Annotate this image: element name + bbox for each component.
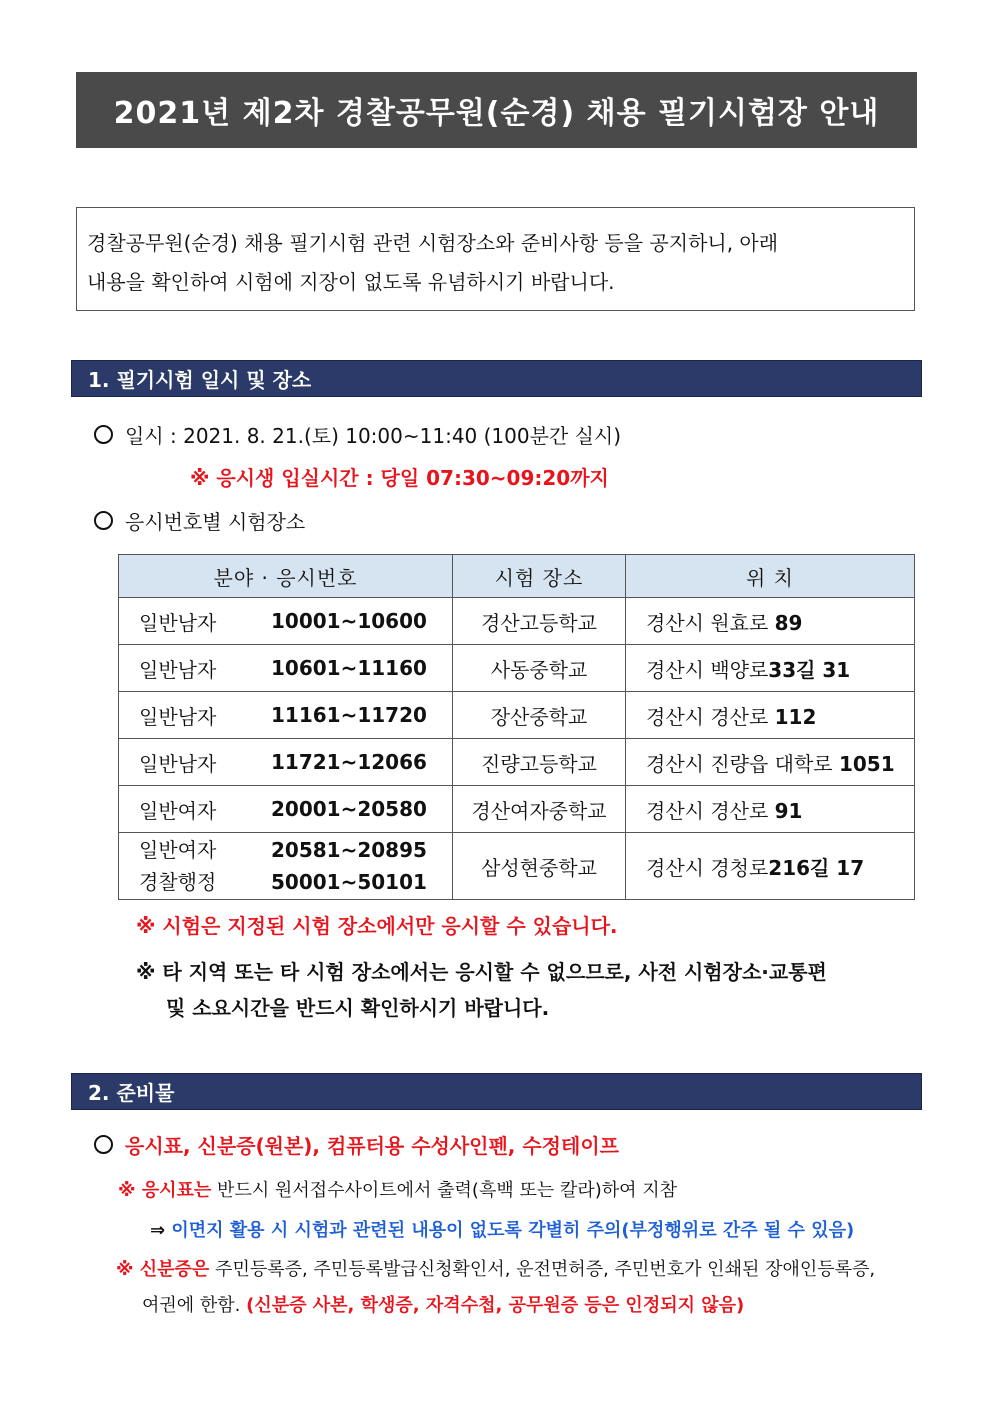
range-cell: 11161~11720 xyxy=(270,692,453,739)
entry-time-note: ※ 응시생 입실시간 : 당일 07:30~09:20까지 xyxy=(190,466,609,490)
field-cell: 일반남자 xyxy=(119,692,271,739)
field-cell: 일반남자 xyxy=(119,739,271,786)
field-cell: 일반여자 경찰행정 xyxy=(119,833,271,900)
table-header-row xyxy=(119,555,915,598)
ticket-warning: ⇒ 이면지 활용 시 시험과 관련된 내용이 없도록 각별히 주의(부정행위로 간주 될 수 있음) xyxy=(150,1220,855,1241)
field-cell: 일반여자 xyxy=(119,786,271,833)
venue-cell: 경산여자중학교 xyxy=(453,786,626,833)
range-cell: 10001~10600 xyxy=(270,598,453,645)
page-title: 2021년 제2차 경찰공무원(순경) 채용 필기시험장 안내 xyxy=(76,72,917,148)
range-cell: 11721~12066 xyxy=(270,739,453,786)
header-location: 위 치 xyxy=(626,555,915,598)
venue-cell: 사동중학교 xyxy=(453,645,626,692)
venue-cell: 장산중학교 xyxy=(453,692,626,739)
notice-line-2: 내용을 확인하여 시험에 지장이 없도록 유념하시기 바랍니다. xyxy=(87,270,615,294)
table-row xyxy=(119,739,915,786)
items-line xyxy=(94,1130,619,1159)
location-cell: 경산시 원효로 89 xyxy=(626,598,915,645)
section-1-heading: 1. 필기시험 일시 및 장소 xyxy=(71,360,922,397)
field-cell: 일반남자 xyxy=(119,645,271,692)
table-row xyxy=(119,786,915,833)
venue-cell: 경산고등학교 xyxy=(453,598,626,645)
circle-bullet-icon xyxy=(94,511,113,530)
venue-note-1: ※ 시험은 지정된 시험 장소에서만 응시할 수 있습니다. xyxy=(136,914,618,938)
range-cell: 20581~20895 50001~50101 xyxy=(270,833,453,900)
location-cell: 경산시 진량읍 대학로 1051 xyxy=(626,739,915,786)
id-note: ※ 신분증은 주민등록증, 주민등록발급신청확인서, 운전면허증, 주민번호가 인쇄된 장애인등록증, 여권에 한함. (신분증 사본, 학생증, 자격수첩, 공무원증 등은 인정되지 않음) xyxy=(116,1259,876,1316)
location-cell: 경산시 백양로33길 31 xyxy=(626,645,915,692)
header-venue: 시험 장소 xyxy=(453,555,626,598)
notice-box xyxy=(76,207,915,311)
items-text: 응시표, 신분증(원본), 컴퓨터용 수성사인펜, 수정테이프 xyxy=(125,1134,619,1158)
venue-cell: 진량고등학교 xyxy=(453,739,626,786)
table-row xyxy=(119,692,915,739)
ticket-note: ※ 응시표는 반드시 원서접수사이트에서 출력(흑백 또는 칼라)하여 지참 xyxy=(118,1180,678,1201)
circle-bullet-icon xyxy=(94,425,113,444)
location-cell: 경산시 경청로216길 17 xyxy=(626,833,915,900)
header-field-number: 분야 · 응시번호 xyxy=(119,555,453,598)
field-cell: 일반남자 xyxy=(119,598,271,645)
range-cell: 10601~11160 xyxy=(270,645,453,692)
venue-heading-text: 응시번호별 시험장소 xyxy=(125,510,306,534)
location-cell: 경산시 경산로 91 xyxy=(626,786,915,833)
circle-bullet-icon xyxy=(94,1135,113,1154)
venue-heading-line xyxy=(94,506,305,535)
section-2-heading: 2. 준비물 xyxy=(71,1073,922,1110)
venue-note-2: ※ 타 지역 또는 타 시험 장소에서는 응시할 수 없으므로, 사전 시험장소·교통편 및 소요시간을 반드시 확인하시기 바랍니다. xyxy=(136,960,827,1020)
table-row xyxy=(119,833,915,900)
venue-table xyxy=(118,554,915,900)
exam-date-text: 일시 : 2021. 8. 21.(토) 10:00~11:40 (100분간 실시) xyxy=(125,424,622,448)
table-row xyxy=(119,645,915,692)
range-cell: 20001~20580 xyxy=(270,786,453,833)
exam-date-line xyxy=(94,420,621,449)
notice-line-1: 경찰공무원(순경) 채용 필기시험 관련 시험장소와 준비사항 등을 공지하니, 아래 xyxy=(87,231,779,255)
table-row xyxy=(119,598,915,645)
location-cell: 경산시 경산로 112 xyxy=(626,692,915,739)
venue-cell: 삼성현중학교 xyxy=(453,833,626,900)
arrow-icon: ⇒ xyxy=(150,1220,172,1241)
